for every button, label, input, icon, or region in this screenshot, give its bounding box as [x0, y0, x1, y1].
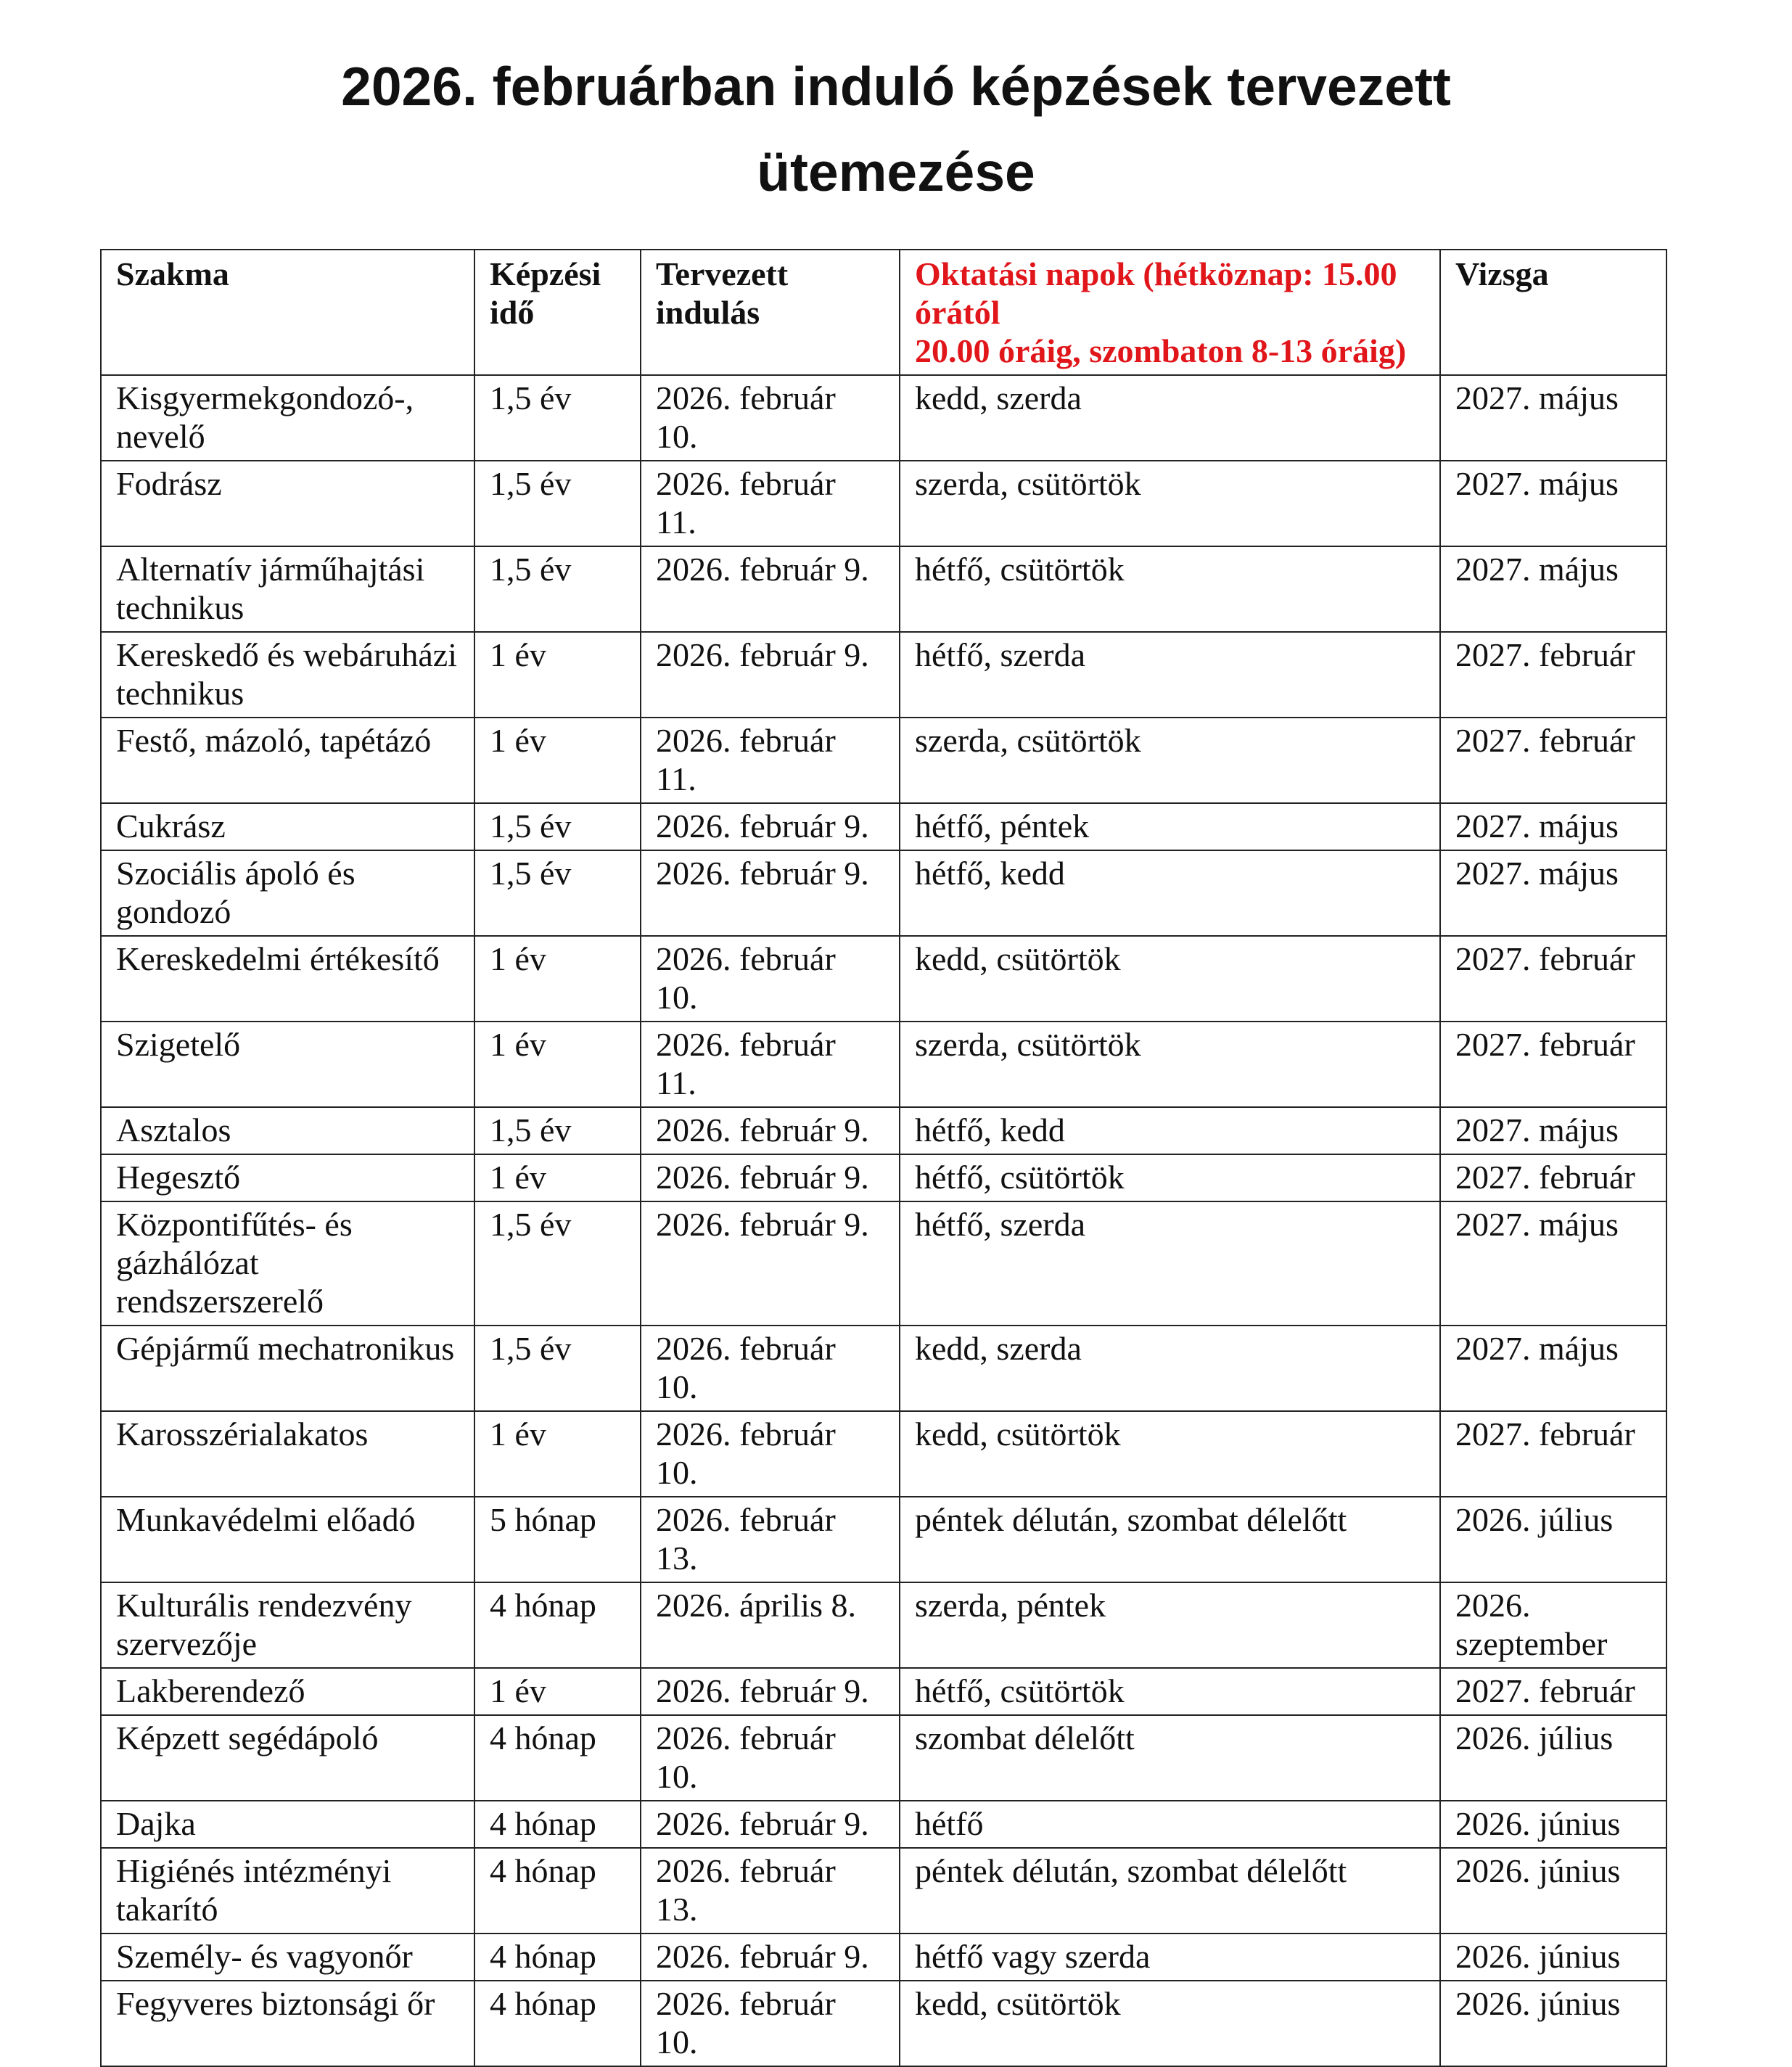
cell-kepzesi-ido: 1,5 év	[474, 1107, 641, 1154]
table-row	[101, 936, 1666, 1022]
table-row	[101, 1715, 1666, 1801]
cell-oktatasi-napok: hétfő, kedd	[900, 850, 1440, 936]
cell-vizsga: 2027. február	[1440, 718, 1666, 803]
cell-oktatasi-napok: hétfő vagy szerda	[900, 1934, 1440, 1981]
cell-oktatasi-napok: kedd, csütörtök	[900, 1981, 1440, 2066]
cell-oktatasi-napok: kedd, szerda	[900, 1326, 1440, 1411]
cell-vizsga: 2026. július	[1440, 1497, 1666, 1582]
table-row	[101, 1848, 1666, 1934]
table-row	[101, 803, 1666, 850]
cell-kepzesi-ido: 1,5 év	[474, 546, 641, 632]
cell-szakma: Gépjármű mechatronikus	[101, 1326, 474, 1411]
cell-oktatasi-napok: szerda, péntek	[900, 1582, 1440, 1668]
cell-szakma: Központifűtés- és gázhálózat rendszerszerelő	[101, 1201, 474, 1326]
cell-tervezett-indulas: 2026. február 9.	[641, 1934, 900, 1981]
cell-kepzesi-ido: 1,5 év	[474, 803, 641, 850]
page-title-line-1: 2026. februárban induló képzések tervezett	[341, 56, 1451, 117]
cell-szakma: Kereskedő és webáruházi technikus	[101, 632, 474, 718]
cell-kepzesi-ido: 1,5 év	[474, 850, 641, 936]
cell-vizsga: 2026. június	[1440, 1801, 1666, 1848]
cell-oktatasi-napok: szerda, csütörtök	[900, 1022, 1440, 1107]
cell-tervezett-indulas: 2026. február 11.	[641, 1022, 900, 1107]
table-row	[101, 718, 1666, 803]
cell-oktatasi-napok: péntek délután, szombat délelőtt	[900, 1848, 1440, 1934]
cell-tervezett-indulas: 2026. február 9.	[641, 1107, 900, 1154]
cell-szakma: Asztalos	[101, 1107, 474, 1154]
cell-vizsga: 2027. május	[1440, 1201, 1666, 1326]
table-row	[101, 1154, 1666, 1201]
table-row	[101, 1107, 1666, 1154]
table-row	[101, 1497, 1666, 1582]
cell-szakma: Személy- és vagyonőr	[101, 1934, 474, 1981]
table-row	[101, 461, 1666, 546]
cell-kepzesi-ido: 4 hónap	[474, 1981, 641, 2066]
table-row	[101, 1022, 1666, 1107]
cell-oktatasi-napok: hétfő, kedd	[900, 1107, 1440, 1154]
cell-vizsga: 2027. május	[1440, 850, 1666, 936]
cell-szakma: Fegyveres biztonsági őr	[101, 1981, 474, 2066]
cell-kepzesi-ido: 1 év	[474, 1022, 641, 1107]
table-row	[101, 1411, 1666, 1497]
cell-tervezett-indulas: 2026. február 10.	[641, 1326, 900, 1411]
cell-szakma: Kereskedelmi értékesítő	[101, 936, 474, 1022]
table-row	[101, 375, 1666, 461]
cell-tervezett-indulas: 2026. február 10.	[641, 1411, 900, 1497]
header-oktatasi-napok-line-1: Oktatási napok (hétköznap: 15.00 órától	[915, 255, 1397, 331]
cell-vizsga: 2026. június	[1440, 1848, 1666, 1934]
cell-tervezett-indulas: 2026. február 10.	[641, 1981, 900, 2066]
cell-kepzesi-ido: 1,5 év	[474, 1201, 641, 1326]
table-header-row	[101, 250, 1666, 375]
table-row	[101, 546, 1666, 632]
cell-oktatasi-napok: kedd, csütörtök	[900, 936, 1440, 1022]
page-title	[0, 44, 1792, 215]
cell-tervezett-indulas: 2026. február 10.	[641, 1715, 900, 1801]
cell-szakma: Munkavédelmi előadó	[101, 1497, 474, 1582]
cell-vizsga: 2027. május	[1440, 461, 1666, 546]
cell-vizsga: 2027. február	[1440, 936, 1666, 1022]
cell-tervezett-indulas: 2026. február 13.	[641, 1848, 900, 1934]
cell-oktatasi-napok: hétfő, csütörtök	[900, 1154, 1440, 1201]
cell-vizsga: 2027. február	[1440, 1668, 1666, 1715]
cell-kepzesi-ido: 4 hónap	[474, 1715, 641, 1801]
cell-vizsga: 2026. június	[1440, 1981, 1666, 2066]
cell-oktatasi-napok: hétfő, szerda	[900, 1201, 1440, 1326]
cell-vizsga: 2026. július	[1440, 1715, 1666, 1801]
cell-kepzesi-ido: 1 év	[474, 936, 641, 1022]
header-tervezett-indulas: Tervezett indulás	[641, 250, 900, 375]
cell-szakma: Szociális ápoló és gondozó	[101, 850, 474, 936]
cell-kepzesi-ido: 1 év	[474, 1154, 641, 1201]
cell-kepzesi-ido: 1 év	[474, 1668, 641, 1715]
cell-tervezett-indulas: 2026. február 9.	[641, 632, 900, 718]
cell-oktatasi-napok: kedd, szerda	[900, 375, 1440, 461]
cell-tervezett-indulas: 2026. február 10.	[641, 936, 900, 1022]
cell-szakma: Higiénés intézményi takarító	[101, 1848, 474, 1934]
cell-kepzesi-ido: 4 hónap	[474, 1934, 641, 1981]
header-oktatasi-napok-line-2: 20.00 óráig, szombaton 8-13 óráig)	[915, 332, 1407, 369]
cell-vizsga: 2026. szeptember	[1440, 1582, 1666, 1668]
cell-kepzesi-ido: 5 hónap	[474, 1497, 641, 1582]
cell-vizsga: 2027. május	[1440, 1326, 1666, 1411]
cell-tervezett-indulas: 2026. február 9.	[641, 1801, 900, 1848]
cell-vizsga: 2027. február	[1440, 1022, 1666, 1107]
cell-kepzesi-ido: 1,5 év	[474, 461, 641, 546]
cell-tervezett-indulas: 2026. április 8.	[641, 1582, 900, 1668]
cell-oktatasi-napok: hétfő, csütörtök	[900, 1668, 1440, 1715]
table-row	[101, 1582, 1666, 1668]
cell-tervezett-indulas: 2026. február 11.	[641, 718, 900, 803]
cell-szakma: Cukrász	[101, 803, 474, 850]
cell-oktatasi-napok: kedd, csütörtök	[900, 1411, 1440, 1497]
cell-oktatasi-napok: hétfő, szerda	[900, 632, 1440, 718]
cell-szakma: Alternatív járműhajtási technikus	[101, 546, 474, 632]
cell-kepzesi-ido: 4 hónap	[474, 1582, 641, 1668]
header-szakma: Szakma	[101, 250, 474, 375]
cell-kepzesi-ido: 1,5 év	[474, 375, 641, 461]
header-kepzesi-ido: Képzési idő	[474, 250, 641, 375]
cell-kepzesi-ido: 4 hónap	[474, 1801, 641, 1848]
cell-kepzesi-ido: 1,5 év	[474, 1326, 641, 1411]
cell-kepzesi-ido: 1 év	[474, 632, 641, 718]
cell-tervezett-indulas: 2026. február 13.	[641, 1497, 900, 1582]
table-row	[101, 1934, 1666, 1981]
table-row	[101, 1326, 1666, 1411]
cell-tervezett-indulas: 2026. február 11.	[641, 461, 900, 546]
cell-szakma: Szigetelő	[101, 1022, 474, 1107]
cell-vizsga: 2027. május	[1440, 375, 1666, 461]
cell-oktatasi-napok: hétfő, csütörtök	[900, 546, 1440, 632]
cell-vizsga: 2027. február	[1440, 1411, 1666, 1497]
cell-szakma: Fodrász	[101, 461, 474, 546]
cell-tervezett-indulas: 2026. február 9.	[641, 803, 900, 850]
cell-oktatasi-napok: szerda, csütörtök	[900, 718, 1440, 803]
cell-kepzesi-ido: 1 év	[474, 718, 641, 803]
cell-oktatasi-napok: szombat délelőtt	[900, 1715, 1440, 1801]
cell-vizsga: 2027. május	[1440, 803, 1666, 850]
cell-vizsga: 2027. május	[1440, 1107, 1666, 1154]
cell-vizsga: 2027. február	[1440, 632, 1666, 718]
cell-szakma: Képzett segédápoló	[101, 1715, 474, 1801]
cell-vizsga: 2026. június	[1440, 1934, 1666, 1981]
header-vizsga: Vizsga	[1440, 250, 1666, 375]
table-row	[101, 1801, 1666, 1848]
cell-tervezett-indulas: 2026. február 9.	[641, 546, 900, 632]
page-title-line-2: ütemezése	[757, 141, 1035, 202]
table-row	[101, 1981, 1666, 2066]
cell-oktatasi-napok: szerda, csütörtök	[900, 461, 1440, 546]
cell-tervezett-indulas: 2026. február 9.	[641, 1154, 900, 1201]
cell-vizsga: 2027. február	[1440, 1154, 1666, 1201]
cell-tervezett-indulas: 2026. február 9.	[641, 1668, 900, 1715]
schedule-table	[100, 249, 1667, 2067]
cell-tervezett-indulas: 2026. február 9.	[641, 850, 900, 936]
cell-szakma: Lakberendező	[101, 1668, 474, 1715]
cell-szakma: Hegesztő	[101, 1154, 474, 1201]
table-row	[101, 1201, 1666, 1326]
cell-tervezett-indulas: 2026. február 9.	[641, 1201, 900, 1326]
cell-tervezett-indulas: 2026. február 10.	[641, 375, 900, 461]
table-row	[101, 632, 1666, 718]
table-row	[101, 850, 1666, 936]
cell-szakma: Festő, mázoló, tapétázó	[101, 718, 474, 803]
header-oktatasi-napok	[900, 250, 1440, 375]
cell-vizsga: 2027. május	[1440, 546, 1666, 632]
cell-szakma: Kulturális rendezvény szervezője	[101, 1582, 474, 1668]
cell-oktatasi-napok: péntek délután, szombat délelőtt	[900, 1497, 1440, 1582]
cell-szakma: Dajka	[101, 1801, 474, 1848]
cell-szakma: Kisgyermekgondozó-, nevelő	[101, 375, 474, 461]
cell-kepzesi-ido: 4 hónap	[474, 1848, 641, 1934]
table-row	[101, 1668, 1666, 1715]
cell-oktatasi-napok: hétfő, péntek	[900, 803, 1440, 850]
cell-oktatasi-napok: hétfő	[900, 1801, 1440, 1848]
cell-kepzesi-ido: 1 év	[474, 1411, 641, 1497]
cell-szakma: Karosszérialakatos	[101, 1411, 474, 1497]
